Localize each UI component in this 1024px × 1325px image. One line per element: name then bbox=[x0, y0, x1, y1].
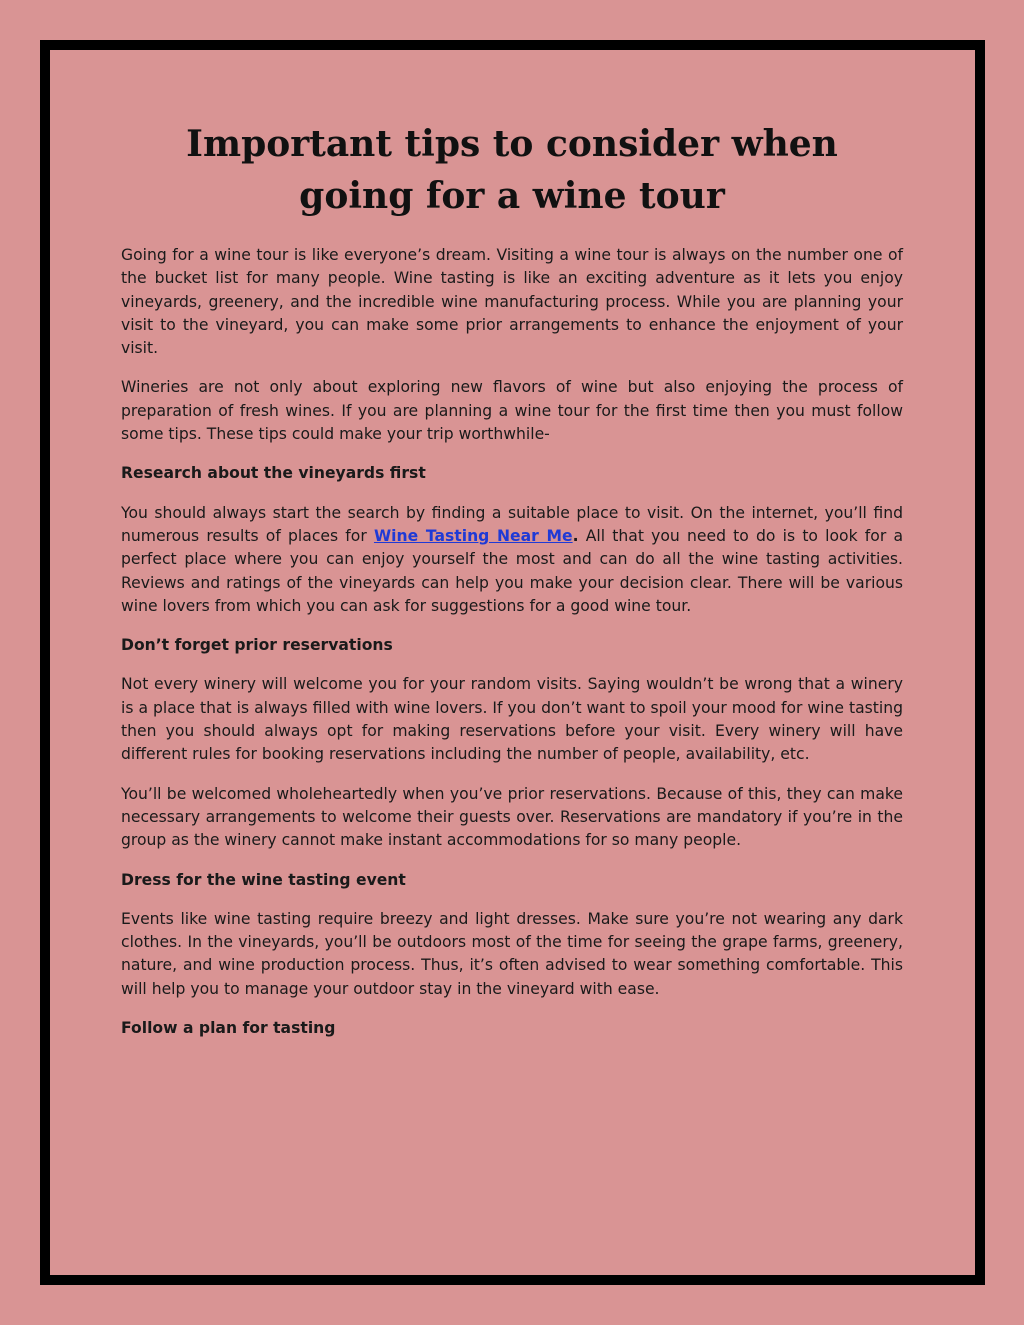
document-title: Important tips to consider when going for a wine tour bbox=[186, 123, 838, 217]
document-body bbox=[121, 118, 903, 1056]
section-heading-plan: Follow a plan for tasting bbox=[121, 1019, 336, 1038]
research-text-after-link: All that you need to do is to look for a perfect place where you can enjoy yourself the most and can do all the wine tasting activities. Reviews and ratings of the vineyards can help you make your decision clear. There will be various wine lovers from which you can ask for suggestions for a good wine tour. bbox=[121, 526, 904, 615]
section-heading-research: Research about the vineyards first bbox=[121, 464, 426, 483]
section-heading-reservations: Don’t forget prior reservations bbox=[121, 636, 393, 655]
intro-paragraph-1: Going for a wine tour is like everyone’s dream. Visiting a wine tour is always on the number one of the bucket list for many people. Wine tasting is like an exciting adventure as it lets you enjoy vineyards, greenery, and the incredible wine manufacturing process. While you are planning your visit to the vineyard, you can make some prior arrangements to enhance the enjoyment of your visit. bbox=[121, 246, 903, 358]
research-text-before-link: You should always start the search by finding a suitable place to visit. On the internet, you’ll find numerous results of places for bbox=[121, 503, 903, 545]
section-research-paragraph bbox=[121, 502, 903, 618]
link-punctuation: . bbox=[572, 526, 579, 545]
section-reservations-paragraph-2: You’ll be welcomed wholeheartedly when you’ve prior reservations. Because of this, they can make necessary arrangements to welcome their guests over. Reservations are mandatory if you’re in the group as the winery cannot make instant accommodations for so many people. bbox=[121, 784, 903, 850]
section-dress-paragraph: Events like wine tasting require breezy and light dresses. Make sure you’re not wearing any dark clothes. In the vineyards, you’ll be outdoors most of the time for seeing the grape farms, greenery, nature, and wine production process. Thus, it’s often advised to wear something comfortable. This will help you to manage your outdoor stay in the vineyard with ease. bbox=[121, 909, 903, 998]
section-heading-dress: Dress for the wine tasting event bbox=[121, 870, 406, 889]
intro-paragraph-2: Wineries are not only about exploring new flavors of wine but also enjoying the process of preparation of fresh wines. If you are planning a wine tour for the first time then you must follow some tips. These tips could make your trip worthwhile- bbox=[121, 378, 903, 444]
wine-tasting-near-me-link[interactable]: Wine Tasting Near Me bbox=[373, 526, 573, 545]
section-reservations-paragraph-1: Not every winery will welcome you for your random visits. Saying wouldn’t be wrong that a winery is a place that is always filled with wine lovers. If you don’t want to spoil your mood for wine tasting then you should always opt for making reservations before your visit. Every winery will have different rules for booking reservations including the number of people, availability, etc. bbox=[121, 675, 903, 764]
